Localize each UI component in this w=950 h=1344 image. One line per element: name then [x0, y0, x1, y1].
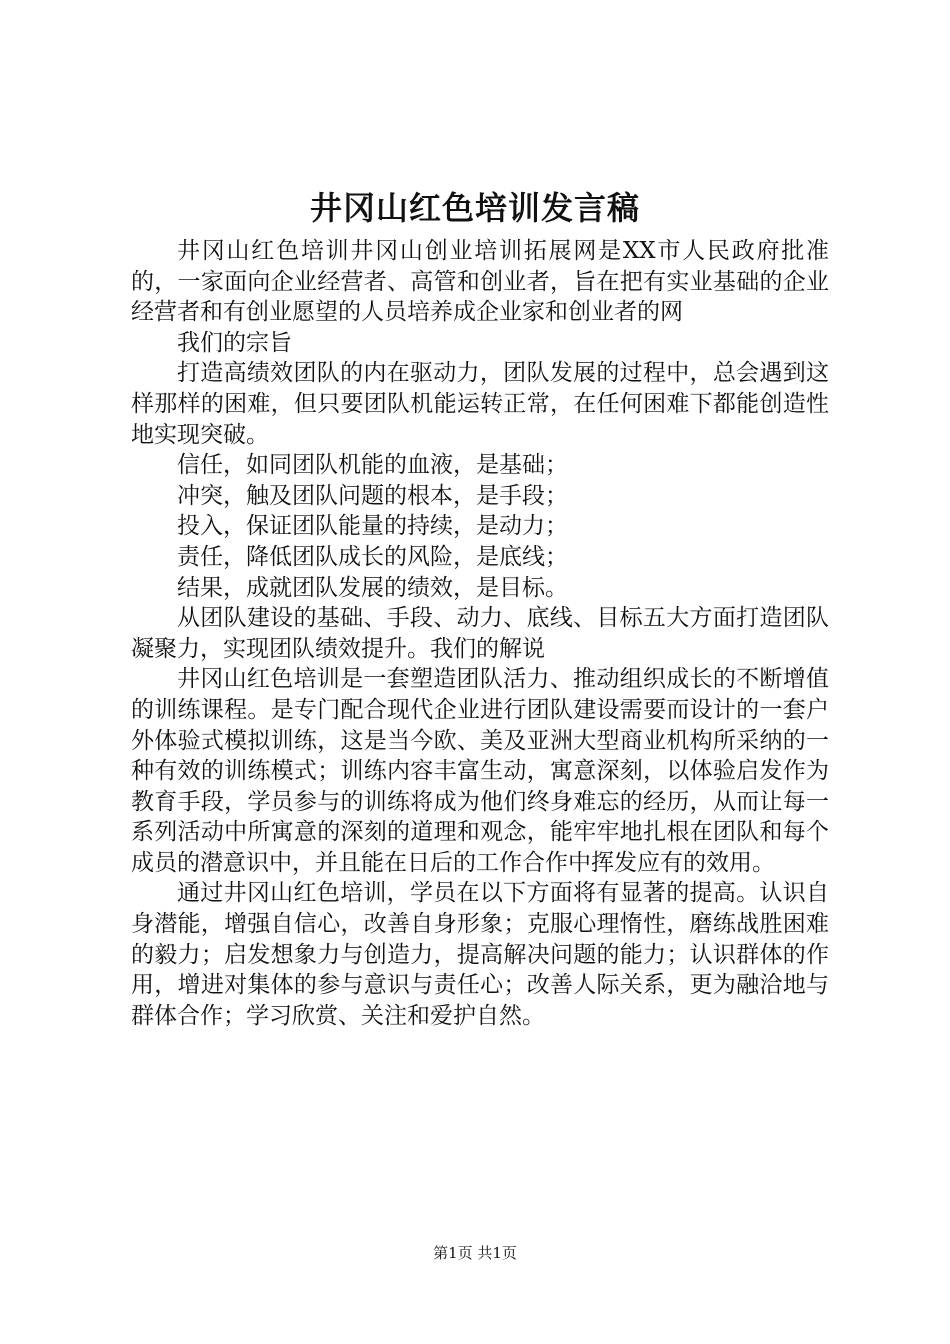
paragraph-five-aspects: 从团队建设的基础、手段、动力、底线、目标五大方面打造团队凝聚力，实现团队绩效提升。我们的解说 — [131, 605, 829, 662]
paragraph-conflict: 冲突，触及团队问题的根本，是手段； — [177, 482, 568, 509]
paragraph-trust: 信任，如同团队机能的血液，是基础； — [177, 452, 568, 479]
paragraph-commitment: 投入，保证团队能量的持续，是动力； — [177, 513, 568, 540]
paragraph-purpose: 打造高绩效团队的内在驱动力，团队发展的过程中，总会遇到这样那样的困难，但只要团队机能运转正常，在任何困难下都能创造性地实现突破。 — [131, 360, 829, 448]
paragraph-explanation: 井冈山红色培训是一套塑造团队活力、推动组织成长的不断增值的训练课程。是专门配合现代企业进行团队建设需要而设计的一套户外体验式模拟训练，这是当今欧、美及亚洲大型商业机构所采纳的一种有效的训练模式；训练内容丰富生动，寓意深刻，以体验启发作为教育手段，学员参与的训练将成为他们终身难忘的经历，从而让每一系列活动中所寓意的深刻的道理和观念，能牢牢地扎根在团队和每个成员的潜意识中，并且能在日后的工作合作中挥发应有的效用。 — [131, 666, 829, 876]
document-title: 井冈山红色培训发言稿 — [309, 189, 640, 227]
paragraph-responsibility: 责任，降低团队成长的风险，是底线； — [177, 543, 568, 570]
paragraph-results: 结果，成就团队发展的绩效，是目标。 — [177, 574, 568, 601]
paragraph-benefits: 通过井冈山红色培训，学员在以下方面将有显著的提高。认识自身潜能，增强自信心，改善自身形象；克服心理惰性，磨练战胜困难的毅力；启发想象力与创造力，提高解决问题的能力；认识群体的作用，增进对集体的参与意识与责任心；改善人际关系，更为融洽地与群体合作；学习欣赏、关注和爱护自然。 — [131, 880, 829, 1029]
paragraph-purpose-heading: 我们的宗旨 — [177, 329, 292, 356]
document-body — [131, 236, 829, 1031]
paragraph-intro: 井冈山红色培训井冈山创业培训拓展网是XX市人民政府批准的，一家面向企业经营者、高管和创业者，旨在把有实业基础的企业经营者和有创业愿望的人员培养成企业家和创业者的网 — [131, 238, 829, 326]
page-footer: 第1页 共1页 — [433, 1244, 517, 1262]
